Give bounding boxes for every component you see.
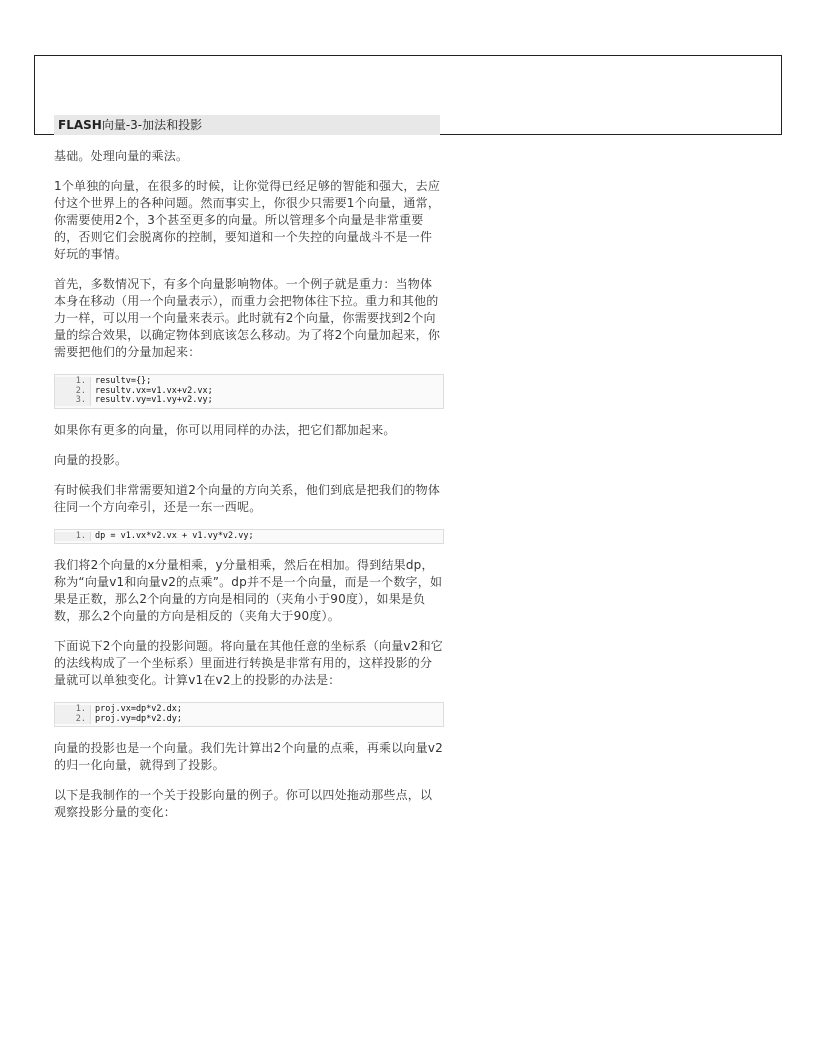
code-text: resultv.vy=v1.vy+v2.vy; [95, 395, 213, 405]
line-number: 1. [55, 377, 91, 387]
code-text: dp = v1.vx*v2.vx + v1.vy*v2.vy; [95, 530, 254, 541]
paragraph-projection-heading: 向量的投影。 [54, 452, 128, 467]
code-line [55, 396, 443, 406]
line-number: 2. [55, 387, 91, 397]
paragraph-intro: 基础。处理向量的乘法。 [54, 149, 189, 163]
code-block-proj [54, 702, 444, 727]
title-rest: 向量-3-加法和投影 [101, 118, 203, 132]
paragraph-more-vectors: 如果你有更多的向量，你可以用同样的办法，把它们都加起来。 [54, 422, 396, 437]
paragraph-projection: 下面说下2个向量的投影问题。将向量在其他任意的坐标系（向量v2和它的法线构成了一个坐标系）里面进行转换是非常有用的，这样投影的分量就可以单独变化。计算v1在v2上的投影的办法是： [54, 639, 443, 687]
code-text: proj.vy=dp*v2.dy; [95, 713, 182, 724]
line-number: 2. [55, 715, 91, 725]
code-line [55, 715, 443, 725]
article-title [54, 115, 440, 135]
paragraph-example: 以下是我制作的一个关于投影向量的例子。你可以四处拖动那些点，以观察投影分量的变化： [54, 788, 433, 819]
paragraph-vector-add: 首先，多数情况下，有多个向量影响物体。一个例子就是重力：当物体本身在移动（用一个向量表示），而重力会把物体往下拉。重力和其他的力一样，可以用一个向量来表示。此时就有2个向量，你需要找到2个向量的综合效果，以确定物体到底该怎么移动。为了将2个向量加起来，你需要把他们的分量加起来： [54, 277, 441, 359]
article-body [54, 148, 444, 834]
code-block-add [54, 374, 444, 409]
code-block-dot [54, 529, 444, 545]
code-text: resultv={}; [95, 376, 152, 386]
paragraph-single-vector: 1个单独的向量，在很多的时候，让你觉得已经足够的智能和强大，去应付这个世界上的各种问题。然而事实上，你很少只需要1个向量，通常，你需要使用2个，3个甚至更多的向量。所以管理多个向量是非常重要的，否则它们会脱离你的控制，要知道和一个失控的向量战斗不是一件好玩的事情。 [54, 179, 441, 261]
paragraph-direction: 有时候我们非常需要知道2个向量的方向关系，他们到底是把我们的物体往同一个方向牵引，还是一东一西呢。 [54, 482, 441, 514]
line-number: 3. [55, 396, 91, 406]
line-number: 1. [55, 532, 91, 542]
line-number: 1. [55, 705, 91, 715]
code-text: resultv.vx=v1.vx+v2.vx; [95, 385, 213, 396]
paragraph-projection-vector: 向量的投影也是一个向量。我们先计算出2个向量的点乘，再乘以向量v2的归一化向量，就得到了投影。 [54, 741, 443, 772]
paragraph-dot-product: 我们将2个向量的x分量相乘，y分量相乘，然后在相加。得到结果dp，称为“向量v1和向量v2的点乘”。dp并不是一个向量，而是一个数字，如果是正数，那么2个向量的方向是相同的（夹角小于90度），如果是负数，那么2个向量的方向是相反的（夹角大于90度）。 [54, 558, 443, 623]
code-text: proj.vx=dp*v2.dx; [95, 704, 182, 714]
title-strong: FLASH [58, 118, 102, 132]
code-line [55, 532, 443, 542]
